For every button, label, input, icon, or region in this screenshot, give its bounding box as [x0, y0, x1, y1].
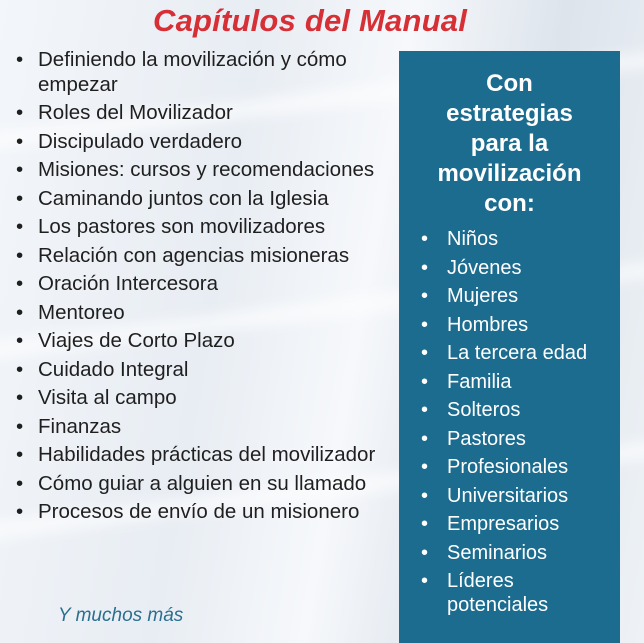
- audience-item: [421, 569, 620, 617]
- audience-label: Mujeres: [447, 285, 519, 307]
- chapter-label: Oración Intercesora: [38, 272, 219, 295]
- bullet-icon: •: [16, 48, 24, 71]
- panel-title-line: estrategias: [446, 100, 573, 127]
- more-text: Y muchos más: [58, 605, 184, 626]
- chapter-item: [16, 272, 396, 297]
- audience-label: Profesionales: [447, 456, 569, 478]
- audience-label: Hombres: [447, 313, 529, 336]
- bullet-icon: •: [421, 570, 429, 592]
- chapter-item: [16, 244, 396, 269]
- chapter-label: Misiones: cursos y recomendaciones: [38, 158, 375, 181]
- chapter-label: Cuidado Integral: [38, 357, 189, 381]
- panel-title-line: para la: [470, 130, 549, 157]
- audience-item: [421, 256, 620, 280]
- bullet-icon: •: [16, 101, 24, 124]
- audience-item: [421, 370, 620, 394]
- bullet-icon: •: [16, 186, 24, 210]
- panel-title-line: Con: [486, 70, 533, 97]
- bullet-icon: •: [421, 342, 429, 364]
- bullet-icon: •: [421, 228, 429, 250]
- chapter-label: Procesos de envío de un misionero: [38, 500, 360, 523]
- audience-item: [421, 341, 620, 365]
- audience-label: Seminarios: [447, 541, 548, 564]
- bullet-icon: •: [421, 256, 429, 279]
- audience-item: [421, 512, 620, 536]
- chapter-item: [16, 101, 396, 126]
- bullet-icon: •: [16, 243, 24, 267]
- chapter-item: [16, 415, 396, 440]
- bullet-icon: •: [421, 399, 429, 421]
- chapter-label: Finanzas: [38, 414, 122, 438]
- bullet-icon: •: [16, 414, 24, 438]
- bullet-icon: •: [16, 158, 24, 181]
- audience-item: [421, 541, 620, 565]
- audience-label: Pastores: [447, 427, 526, 450]
- bullet-icon: •: [16, 386, 24, 409]
- bullet-icon: •: [421, 285, 429, 307]
- chapter-list: [16, 48, 396, 529]
- bullet-icon: •: [16, 443, 24, 466]
- chapter-item: [16, 329, 396, 354]
- panel-title: [399, 69, 620, 219]
- chapter-label: Viajes de Corto Plazo: [38, 329, 235, 352]
- bullet-icon: •: [421, 513, 429, 535]
- chapter-item: [16, 472, 396, 497]
- audience-label: Niños: [447, 228, 499, 250]
- audience-label: Líderes potenciales: [447, 570, 549, 616]
- bullet-icon: •: [421, 541, 429, 564]
- audience-label: Solteros: [447, 399, 521, 421]
- bullet-icon: •: [421, 370, 429, 393]
- chapter-label: Discipulado verdadero: [38, 129, 242, 153]
- audience-item: [421, 227, 620, 251]
- bullet-icon: •: [421, 456, 429, 478]
- chapter-item: [16, 301, 396, 326]
- audience-label: Empresarios: [447, 513, 560, 535]
- chapter-item: [16, 386, 396, 411]
- chapter-item: [16, 130, 396, 155]
- chapter-label: Los pastores son movilizadores: [38, 215, 326, 238]
- chapter-label: Definiendo la movilización y cómo empezar: [38, 48, 347, 96]
- audience-item: [421, 313, 620, 337]
- bullet-icon: •: [16, 471, 24, 495]
- audience-label: Familia: [447, 370, 512, 393]
- audience-item: [421, 398, 620, 422]
- audience-item: [421, 455, 620, 479]
- chapter-item: [16, 215, 396, 240]
- chapter-label: Visita al campo: [38, 386, 177, 409]
- chapter-item: [16, 358, 396, 383]
- audience-list: [399, 227, 620, 617]
- chapter-item: [16, 158, 396, 183]
- audience-item: [421, 427, 620, 451]
- page-title: Capítulos del Manual: [152, 3, 468, 38]
- panel-title-line: con:: [484, 190, 535, 217]
- audience-item: [421, 284, 620, 308]
- chapter-label: Caminando juntos con la Iglesia: [38, 186, 329, 210]
- chapter-label: Roles del Movilizador: [38, 101, 233, 124]
- chapter-item: [16, 500, 396, 525]
- bullet-icon: •: [16, 300, 24, 324]
- bullet-icon: •: [16, 215, 24, 238]
- bullet-icon: •: [421, 484, 429, 507]
- chapter-label: Relación con agencias misioneras: [38, 243, 350, 267]
- chapter-label: Mentoreo: [38, 300, 125, 324]
- chapter-item: [16, 443, 396, 468]
- audience-label: Universitarios: [447, 484, 569, 507]
- chapter-label: Cómo guiar a alguien en su llamado: [38, 471, 367, 495]
- chapter-item: [16, 48, 396, 97]
- bullet-icon: •: [16, 329, 24, 352]
- bullet-icon: •: [421, 427, 429, 450]
- audience-item: [421, 484, 620, 508]
- bullet-icon: •: [16, 272, 24, 295]
- bullet-icon: •: [421, 313, 429, 336]
- strategies-panel: [399, 51, 620, 643]
- bullet-icon: •: [16, 500, 24, 523]
- audience-label: La tercera edad: [447, 342, 588, 364]
- chapter-item: [16, 187, 396, 212]
- bullet-icon: •: [16, 357, 24, 381]
- bullet-icon: •: [16, 129, 24, 153]
- panel-title-line: movilización: [437, 160, 582, 187]
- chapter-label: Habilidades prácticas del movilizador: [38, 443, 376, 466]
- audience-label: Jóvenes: [447, 256, 522, 279]
